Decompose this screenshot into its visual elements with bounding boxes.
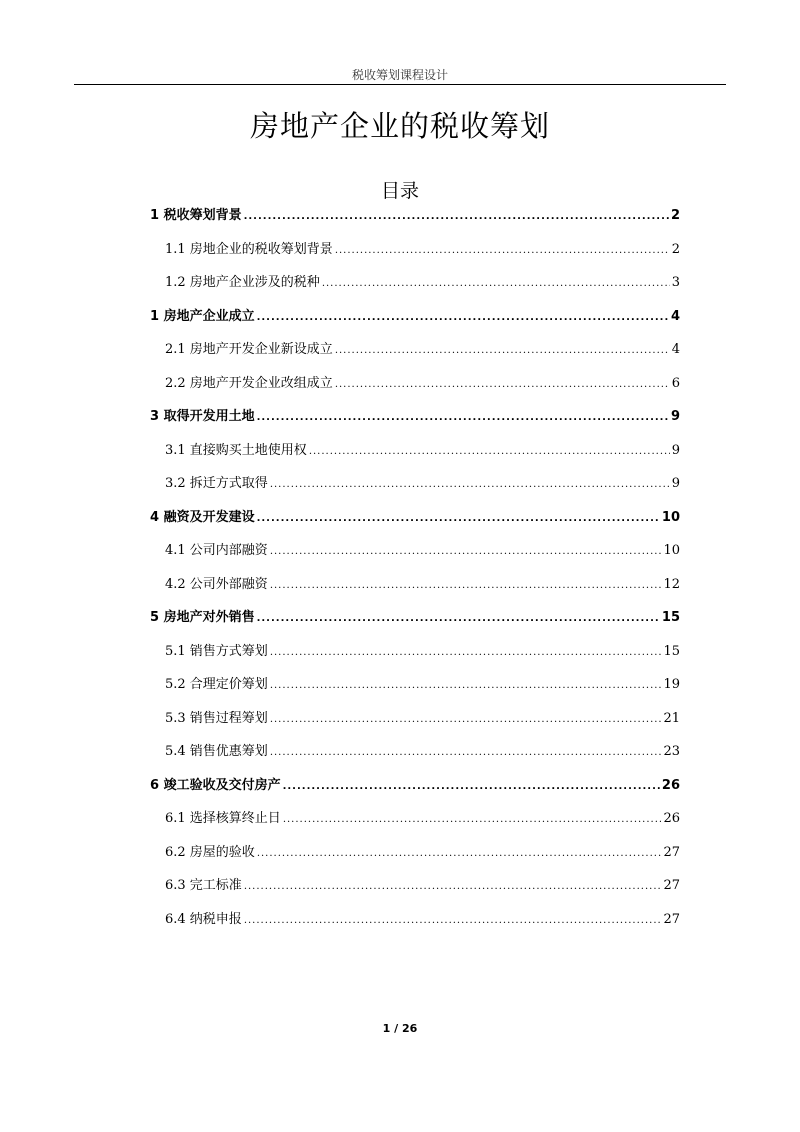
toc-leader-dots	[309, 441, 670, 463]
toc-leader-dots	[283, 776, 660, 798]
toc-leader-dots	[257, 508, 660, 530]
toc-entry-page: 19	[663, 677, 680, 692]
toc-entry[interactable]	[150, 406, 680, 440]
toc-leader-dots	[335, 374, 670, 396]
toc-entry-label: 6.3 完工标准	[165, 878, 242, 893]
toc-leader-dots	[270, 575, 662, 597]
toc-entry-label: 3.2 拆迁方式取得	[165, 476, 268, 491]
toc-entry-label: 6.2 房屋的验收	[165, 844, 255, 860]
toc-leader-dots	[270, 675, 662, 697]
toc-entry-label: 4.1 公司内部融资	[165, 543, 268, 558]
toc-entry-page: 3	[671, 275, 680, 290]
toc-entry-label: 2.2 房地产开发企业改组成立	[165, 375, 333, 391]
toc-entry-label: 5.3 销售过程筹划	[165, 710, 268, 726]
toc-entry-label: 6.4 纳税申报	[165, 911, 242, 927]
toc-leader-dots	[322, 273, 670, 295]
toc-leader-dots	[257, 307, 669, 329]
toc-entry-label: 5.2 合理定价筹划	[165, 677, 268, 692]
toc-leader-dots	[257, 608, 660, 630]
toc-entry-label: 1.2 房地产企业涉及的税种	[165, 275, 320, 290]
toc-entry[interactable]	[150, 205, 680, 239]
toc-entry-label: 1 房地产企业成立	[150, 308, 255, 324]
toc-entry-label: 5.1 销售方式筹划	[165, 643, 268, 659]
toc-entry[interactable]	[150, 708, 680, 742]
toc-leader-dots	[283, 809, 662, 831]
toc-entry-page: 15	[663, 643, 680, 659]
toc-entry[interactable]	[150, 641, 680, 675]
toc-leader-dots	[270, 642, 662, 664]
toc-entry[interactable]	[150, 540, 680, 574]
toc-leader-dots	[257, 843, 662, 865]
toc-entry-page: 26	[661, 777, 680, 793]
toc-entry-page: 27	[663, 878, 680, 893]
toc-leader-dots	[270, 742, 662, 764]
toc-entry-page: 9	[671, 476, 680, 491]
toc-entry-page: 10	[663, 543, 680, 558]
toc-entry-page: 26	[663, 811, 680, 826]
table-of-contents	[150, 205, 680, 942]
toc-entry[interactable]	[150, 607, 680, 641]
toc-entry-label: 2.1 房地产开发企业新设成立	[165, 342, 333, 357]
running-header: 税收筹划课程设计	[351, 68, 448, 82]
toc-entry[interactable]	[150, 373, 680, 407]
toc-entry-label: 1 税收筹划背景	[150, 208, 242, 223]
toc-leader-dots	[244, 910, 662, 932]
toc-entry-page: 23	[663, 744, 680, 759]
toc-entry-label: 1.1 房地企业的税收筹划背景	[165, 241, 333, 257]
toc-entry[interactable]	[150, 473, 680, 507]
toc-entry-page: 21	[663, 710, 680, 726]
toc-entry-page: 4	[670, 308, 680, 324]
toc-entry-label: 4 融资及开发建设	[150, 509, 255, 525]
toc-entry-label: 6.1 选择核算终止日	[165, 811, 281, 826]
toc-entry[interactable]	[150, 842, 680, 876]
toc-entry-page: 6	[671, 375, 680, 391]
toc-leader-dots	[335, 340, 670, 362]
toc-entry-label: 5.4 销售优惠筹划	[165, 744, 268, 759]
toc-entry-page: 2	[671, 241, 680, 257]
toc-entry[interactable]	[150, 239, 680, 273]
toc-entry-page: 27	[663, 911, 680, 927]
toc-entry[interactable]	[150, 909, 680, 943]
toc-entry[interactable]	[150, 272, 680, 306]
toc-entry[interactable]	[150, 507, 680, 541]
toc-entry-label: 6 竣工验收及交付房产	[150, 777, 281, 793]
toc-entry-label: 3.1 直接购买土地使用权	[165, 442, 307, 458]
toc-leader-dots	[335, 240, 670, 262]
toc-entry[interactable]	[150, 775, 680, 809]
toc-heading: 目录	[380, 180, 419, 202]
toc-entry[interactable]	[150, 339, 680, 373]
header-rule	[74, 84, 726, 85]
toc-leader-dots	[244, 876, 662, 898]
toc-entry-label: 4.2 公司外部融资	[165, 576, 268, 592]
toc-entry-page: 9	[671, 442, 680, 458]
toc-entry-page: 4	[671, 342, 680, 357]
toc-entry-page: 2	[670, 208, 680, 223]
toc-entry[interactable]	[150, 741, 680, 775]
toc-entry[interactable]	[150, 440, 680, 474]
toc-leader-dots	[244, 206, 669, 228]
toc-entry-label: 5 房地产对外销售	[150, 610, 255, 625]
toc-leader-dots	[270, 541, 662, 563]
toc-entry-page: 9	[670, 409, 680, 424]
toc-entry-page: 12	[663, 576, 680, 592]
toc-entry[interactable]	[150, 808, 680, 842]
toc-entry-page: 27	[663, 844, 680, 860]
toc-entry-page: 10	[661, 509, 680, 525]
toc-entry[interactable]	[150, 574, 680, 608]
toc-leader-dots	[257, 407, 669, 429]
toc-leader-dots	[270, 474, 670, 496]
toc-leader-dots	[270, 709, 662, 731]
toc-entry-label: 3 取得开发用土地	[150, 409, 255, 424]
toc-entry[interactable]	[150, 306, 680, 340]
toc-entry[interactable]	[150, 875, 680, 909]
toc-entry-page: 15	[661, 610, 680, 625]
toc-entry[interactable]	[150, 674, 680, 708]
document-title: 房地产企业的税收筹划	[249, 109, 550, 143]
page-number: 1 / 26	[382, 1022, 418, 1035]
